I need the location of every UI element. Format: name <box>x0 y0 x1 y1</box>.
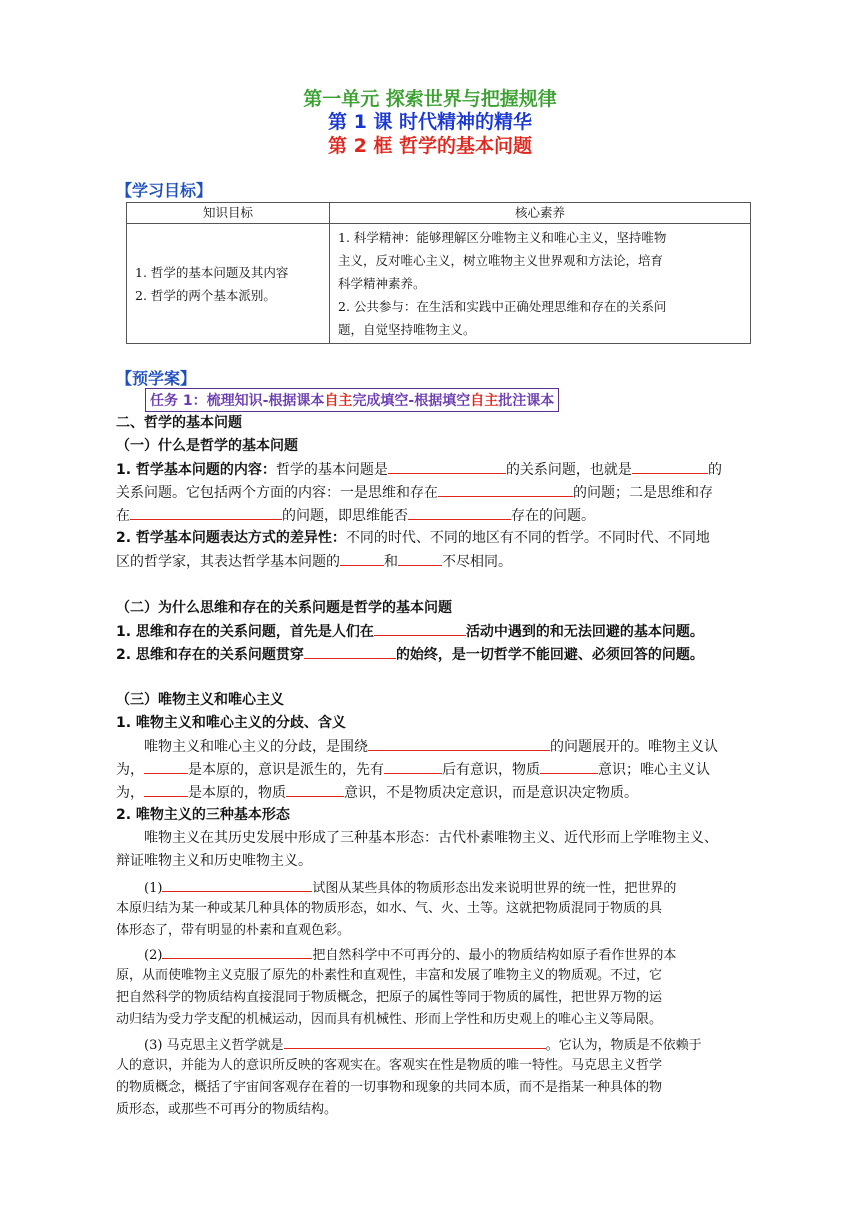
fill-blank[interactable] <box>162 877 312 892</box>
f2-line-4: 动归结为受力学支配的机械运动，因而具有机械性、形而上学性和历史观上的唯心主义等局限。 <box>116 1012 663 1027</box>
text: 哲学的基本问题是 <box>275 462 388 478</box>
text: 是本原的，意识是派生的，先有 <box>188 762 384 778</box>
text: 的关系问题，也就是 <box>505 462 632 478</box>
goals-table <box>126 202 751 344</box>
task-prefix: 任务 1：梳理知识-根据课本 <box>150 393 325 409</box>
text: 把自然科学中不可再分的、最小的物质结构如原子看作世界的本 <box>312 948 677 963</box>
f3-line-3: 的物质概念，概括了宇宙间客观存在着的一切事物和现象的共同本质，而不是指某一种具体的物 <box>116 1080 663 1095</box>
q2-line <box>116 644 756 665</box>
f2-line-3: 把自然科学的物质结构直接混同于物质概念，把原子的属性等同于物质的属性，把世界万物的运 <box>116 990 663 1005</box>
fill-blank[interactable] <box>374 621 466 636</box>
text: 为， <box>116 762 144 778</box>
literacy-line: 题，自觉坚持唯物主义。 <box>338 322 476 337</box>
fill-blank[interactable] <box>286 782 344 797</box>
p1-line-3 <box>116 505 756 526</box>
fill-blank[interactable] <box>388 459 506 474</box>
subheading-2: （二）为什么思维和存在的关系问题是哲学的基本问题 <box>116 600 452 616</box>
knowledge-item: 1. 哲学的基本问题及其内容 <box>135 264 289 280</box>
text: 区的哲学家，其表达哲学基本问题的 <box>116 554 340 570</box>
f1-line-3: 体形态了，带有明显的朴素和直观色彩。 <box>116 923 351 938</box>
f3-line-2: 人的意识，并能为人的意识所反映的客观实在。客观实在性是物质的唯一特性。马克思主义哲学 <box>116 1058 663 1073</box>
col-literacy-header: 核心素养 <box>330 203 751 224</box>
p2-line-2 <box>116 551 756 572</box>
f1-line-1 <box>116 877 756 899</box>
text: 在 <box>116 508 130 524</box>
text: 的问题，即思维能否 <box>282 508 408 524</box>
task-red-1: 自主 <box>324 393 353 409</box>
text: 存在的问题。 <box>511 508 595 524</box>
fill-blank[interactable] <box>408 505 511 520</box>
text: (3) 马克思主义哲学就是 <box>144 1038 284 1053</box>
f2-line-2: 原，从而使唯物主义克服了原先的朴素性和直观性，丰富和发展了唯物主义的物质观。不过，它 <box>116 968 663 983</box>
text: 1. 思维和存在的关系问题，首先是人们在 <box>116 624 374 640</box>
text: 唯物主义和唯心主义的分歧，是围绕 <box>144 739 368 755</box>
fill-blank[interactable] <box>304 644 396 659</box>
text: (2) <box>144 948 163 963</box>
knowledge-item: 2. 哲学的两个基本派别。 <box>135 287 276 303</box>
fill-blank[interactable] <box>540 759 598 774</box>
fill-blank[interactable] <box>398 551 442 566</box>
unit-title: 第一单元 探索世界与把握规律 <box>303 88 557 110</box>
fill-blank[interactable] <box>368 736 550 751</box>
fill-blank[interactable] <box>632 459 708 474</box>
f1-line-2: 本原归结为某一种或某几种具体的物质形态，如水、气、火、土等。这就把物质混同于物质的具 <box>116 901 663 916</box>
p2-label: 2. 哲学基本问题表达方式的差异性： <box>116 530 346 546</box>
lesson-title: 第 1 课 时代精神的精华 <box>327 111 533 133</box>
p2-line-1 <box>116 528 756 548</box>
frame-title: 第 2 框 哲学的基本问题 <box>327 135 533 157</box>
text: 是本原的，物质 <box>188 785 286 801</box>
text: 。它认为，物质是不依赖于 <box>545 1038 702 1053</box>
text: 不同的时代、不同的地区有不同的哲学。不同时代、不同地 <box>345 530 710 546</box>
fill-blank[interactable] <box>438 482 573 497</box>
fill-blank[interactable] <box>340 551 384 566</box>
goals-section-label: 【学习目标】 <box>116 181 213 200</box>
task-banner <box>145 388 559 412</box>
p1-line-1 <box>116 459 756 480</box>
text: 2. 思维和存在的关系问题贯穿 <box>116 647 304 663</box>
fill-blank[interactable] <box>162 944 312 959</box>
text: 和 <box>384 554 398 570</box>
knowledge-cell <box>127 224 330 344</box>
r1-title: 1. 唯物主义和唯心主义的分歧、含义 <box>116 715 346 731</box>
fill-blank[interactable] <box>144 782 188 797</box>
text: 意识；唯心主义认 <box>598 762 710 778</box>
text: (1) <box>144 881 163 896</box>
text: 的 <box>707 462 722 478</box>
text: 为， <box>116 785 144 801</box>
r2-line-1: 唯物主义在其历史发展中形成了三种基本形态：古代朴素唯物主义、近代形而上学唯物主义、 <box>144 830 718 846</box>
heading-basic-question: 二、哲学的基本问题 <box>116 415 242 431</box>
r1-line-3 <box>116 782 756 803</box>
literacy-line: 2. 公共参与：在生活和实践中正确处理思维和存在的关系问 <box>338 299 667 314</box>
task-red-2: 自主 <box>470 393 499 409</box>
col-knowledge-header: 知识目标 <box>127 203 330 224</box>
f3-line-4: 质形态，或那些不可再分的物质结构。 <box>116 1102 338 1117</box>
fill-blank[interactable] <box>144 759 188 774</box>
p1-line-2 <box>116 482 756 503</box>
text: 不尽相同。 <box>442 554 512 570</box>
text: 关系问题。它包括两个方面的内容：一是思维和存在 <box>116 485 438 501</box>
fill-blank[interactable] <box>130 505 282 520</box>
text: 的始终，是一切哲学不能回避、必须回答的问题。 <box>395 647 704 663</box>
text: 活动中遇到的和无法回避的基本问题。 <box>465 624 704 640</box>
subheading-3: （三）唯物主义和唯心主义 <box>116 692 284 708</box>
literacy-cell <box>330 224 751 344</box>
r1-line-2 <box>116 759 756 780</box>
f2-line-1 <box>116 944 756 966</box>
task-mid: 完成填空-根据填空 <box>352 393 471 409</box>
r2-line-2: 辩证唯物主义和历史唯物主义。 <box>116 853 312 869</box>
f3-line-1 <box>116 1034 756 1056</box>
literacy-line: 主义，反对唯心主义，树立唯物主义世界观和方法论，培育 <box>338 253 664 268</box>
r2-title: 2. 唯物主义的三种基本形态 <box>116 807 290 823</box>
r1-line-1 <box>116 736 756 757</box>
p1-label: 1. 哲学基本问题的内容： <box>116 462 276 478</box>
fill-blank[interactable] <box>384 759 442 774</box>
text: 试图从某些具体的物质形态出发来说明世界的统一性，把世界的 <box>312 881 677 896</box>
literacy-line: 科学精神素养。 <box>338 276 426 291</box>
literacy-line: 1. 科学精神：能够理解区分唯物主义和唯心主义，坚持唯物 <box>338 230 667 245</box>
text: 后有意识，物质 <box>442 762 540 778</box>
fill-blank[interactable] <box>284 1034 546 1049</box>
text: 意识，不是物质决定意识，而是意识决定物质。 <box>344 785 638 801</box>
subheading-1: （一）什么是哲学的基本问题 <box>116 438 298 454</box>
text: 的问题展开的。唯物主义认 <box>550 739 718 755</box>
text: 的问题；二是思维和存 <box>573 485 713 501</box>
task-suffix: 批注课本 <box>498 393 555 409</box>
q1-line <box>116 621 756 642</box>
preview-section-label: 【预学案】 <box>116 369 197 388</box>
